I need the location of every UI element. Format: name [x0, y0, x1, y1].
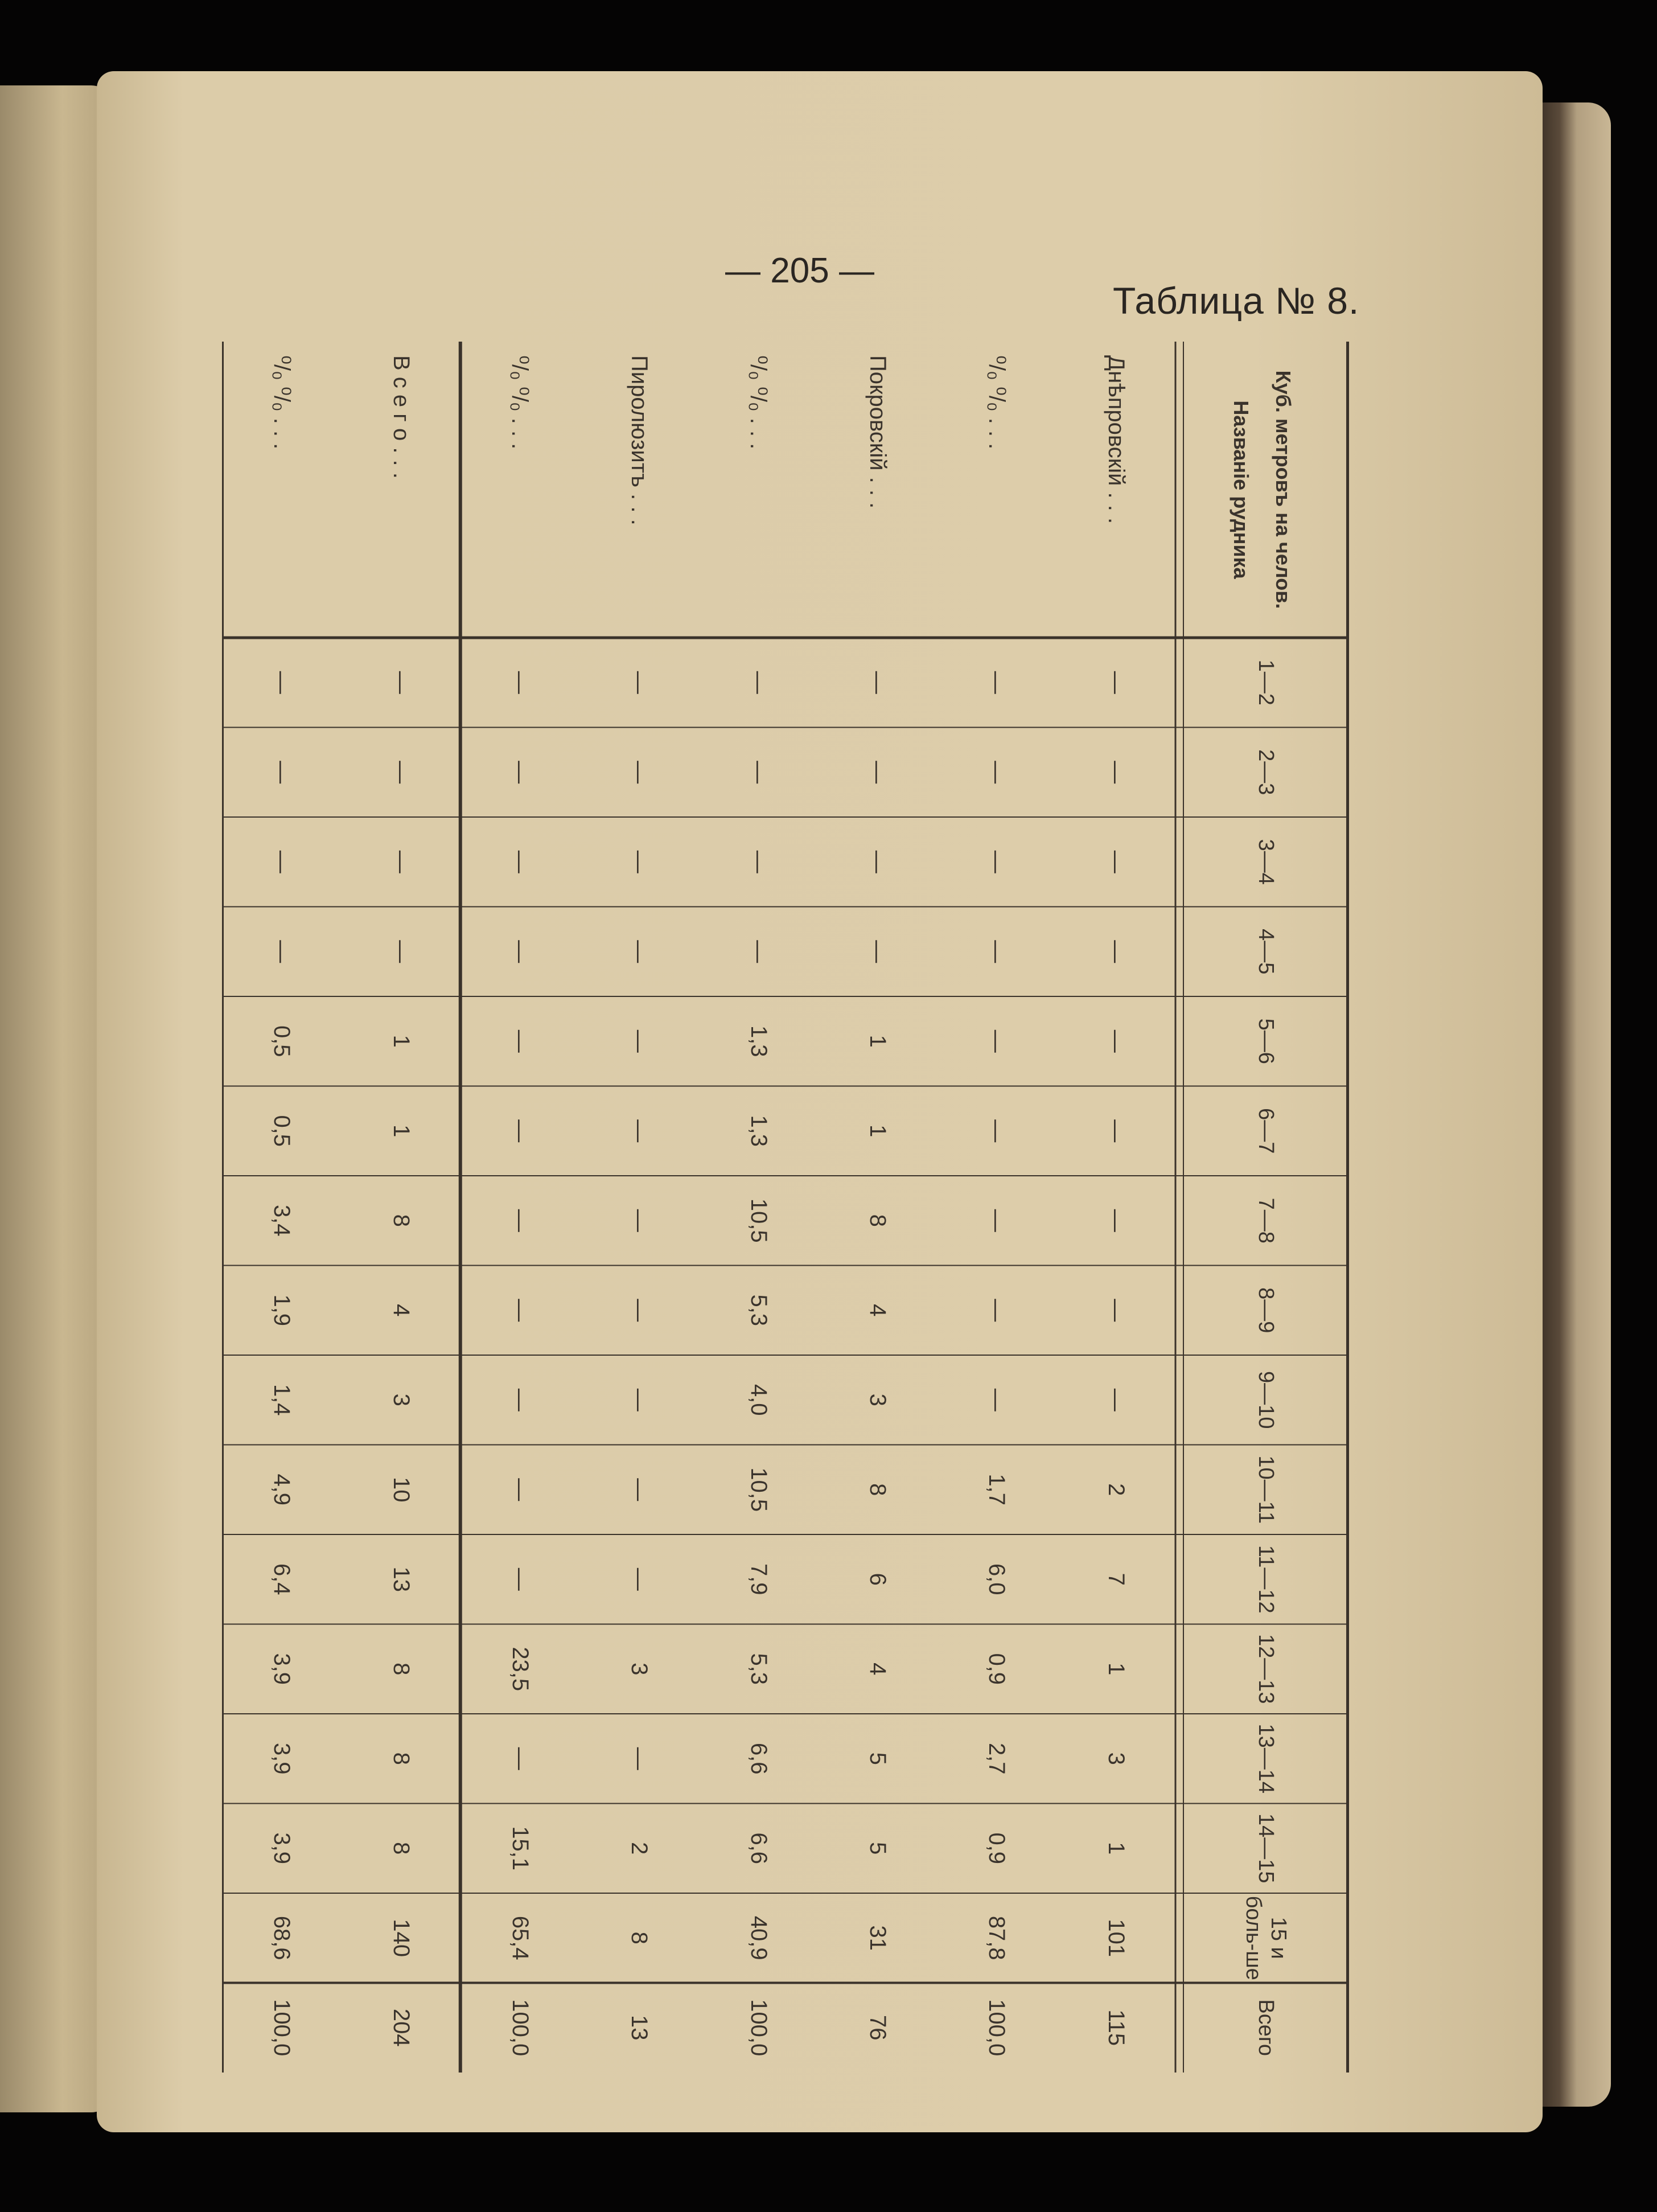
table-cell: 1,3 — [746, 1115, 771, 1147]
table-cell: — — [865, 761, 891, 784]
column-header: Всего — [1254, 1999, 1278, 2057]
table-cell: 3,9 — [269, 1832, 295, 1865]
table-cell: — — [627, 1747, 652, 1770]
table-cell: — — [627, 671, 652, 694]
table-cell: — — [627, 1478, 652, 1501]
table-cell: 1,7 — [984, 1474, 1010, 1506]
table-cell: — — [507, 761, 533, 784]
table-cell: — — [627, 1567, 652, 1591]
table-cell: 2 — [627, 1842, 652, 1855]
table-cell: 15,1 — [507, 1826, 533, 1871]
table-cell: 1,3 — [746, 1025, 771, 1057]
table-cell: 5 — [865, 1752, 891, 1765]
table-cell: 1,9 — [269, 1294, 295, 1327]
column-header: 14—15 — [1254, 1813, 1278, 1883]
header-cubic-meters: Куб. метровъ на челов. — [1272, 370, 1296, 609]
table-cell: 8 — [865, 1214, 891, 1227]
table-cell: 7 — [1103, 1573, 1129, 1586]
row-label: Днѣпровскій . . . — [1103, 355, 1129, 524]
table-cell: — — [1103, 1029, 1129, 1053]
table-cell: 1 — [388, 1125, 414, 1138]
table-cell: — — [865, 850, 891, 873]
table-cell: — — [984, 1119, 1010, 1143]
table-cell: — — [507, 1029, 533, 1053]
table-cell: 5,3 — [746, 1294, 771, 1327]
table-cell: 2 — [1103, 1483, 1129, 1496]
table-cell: — — [865, 940, 891, 963]
row-label: ⁰/₀ ⁰/₀ . . . — [746, 355, 771, 450]
table-cell: — — [627, 1209, 652, 1232]
table-cell: — — [507, 1388, 533, 1411]
column-header: 4—5 — [1254, 929, 1278, 975]
table-cell: 1 — [388, 1035, 414, 1048]
table-cell: — — [1103, 1388, 1129, 1411]
table-cell: — — [269, 940, 295, 963]
table-cell: 4,0 — [746, 1384, 771, 1416]
table-cell: — — [627, 850, 652, 873]
table-cell: 4 — [865, 1304, 891, 1317]
table-cell: 5 — [865, 1842, 891, 1855]
table-cell: 13 — [627, 2015, 652, 2041]
row-label: Пиролюзитъ . . . — [627, 355, 652, 526]
table-cell: — — [507, 940, 533, 963]
column-header: 8—9 — [1254, 1287, 1278, 1333]
table-cell: — — [388, 761, 414, 784]
table-cell: — — [507, 1209, 533, 1232]
page-number: — 205 — — [725, 251, 874, 290]
column-header: 13—14 — [1254, 1723, 1278, 1794]
table-cell: 101 — [1103, 1919, 1129, 1957]
table-cell: 1 — [1103, 1842, 1129, 1855]
table-cell: — — [507, 850, 533, 873]
column-header: 7—8 — [1254, 1197, 1278, 1244]
table-cell: 3 — [627, 1663, 652, 1676]
table-cell: — — [984, 1299, 1010, 1322]
table-cell: 1 — [865, 1125, 891, 1138]
table-cell: — — [984, 850, 1010, 873]
row-label: Покровскій . . . — [865, 355, 891, 509]
table-cell: — — [1103, 761, 1129, 784]
table-cell: 204 — [388, 2008, 414, 2047]
table-cell: 31 — [865, 1925, 891, 1951]
table-cell: 0,9 — [984, 1653, 1010, 1685]
table-cell: 13 — [388, 1566, 414, 1592]
table-cell: 4,9 — [269, 1474, 295, 1506]
table-cell: — — [1103, 940, 1129, 963]
table-cell: 7,9 — [746, 1563, 771, 1595]
table-cell: 100,0 — [507, 1999, 533, 2057]
table-cell: — — [865, 671, 891, 694]
table-cell: — — [507, 1299, 533, 1322]
table-cell: 1 — [865, 1035, 891, 1048]
table-caption: Таблица № 8. — [1113, 280, 1360, 322]
row-label: ⁰/₀ ⁰/₀ . . . — [984, 355, 1009, 450]
column-header: 3—4 — [1254, 839, 1278, 885]
table-cell: 0,5 — [269, 1025, 295, 1057]
table-cell: 3,9 — [269, 1742, 295, 1775]
table-cell: 8 — [388, 1842, 414, 1855]
table-cell: 10,5 — [746, 1198, 771, 1243]
table-cell: — — [627, 1119, 652, 1143]
table-cell: 8 — [627, 1931, 652, 1944]
table-cell: — — [1103, 1209, 1129, 1232]
table-cell: — — [507, 1119, 533, 1143]
table-cell: — — [984, 761, 1010, 784]
table-cell: 6,0 — [984, 1563, 1010, 1595]
row-label: ⁰/₀ ⁰/₀ . . . — [269, 355, 294, 450]
column-header: 12—13 — [1254, 1634, 1278, 1704]
table-cell: 6,6 — [746, 1832, 771, 1865]
row-label: ⁰/₀ ⁰/₀ . . . — [507, 355, 533, 450]
table-cell: — — [388, 940, 414, 963]
table-cell: — — [507, 1747, 533, 1770]
table-cell: — — [984, 1209, 1010, 1232]
table-cell: 2,7 — [984, 1742, 1010, 1775]
table-cell: — — [627, 1299, 652, 1322]
table-cell: — — [984, 1388, 1010, 1411]
table-cell: 100,0 — [984, 1999, 1010, 2057]
table-cell: 5,3 — [746, 1653, 771, 1685]
table-cell: 8 — [388, 1214, 414, 1227]
header-label-cell — [1175, 342, 1349, 638]
table-cell: 115 — [1103, 2009, 1129, 2046]
table-cell: — — [627, 1388, 652, 1411]
table-cell: 10,5 — [746, 1467, 771, 1512]
table-cell: 68,6 — [269, 1915, 295, 1960]
table-cell: 1,4 — [269, 1384, 295, 1416]
table-cell: 100,0 — [269, 1999, 295, 2057]
table-cell: 3 — [388, 1393, 414, 1406]
table-cell: — — [746, 671, 771, 694]
table-cell: — — [1103, 671, 1129, 694]
table-cell: — — [984, 1029, 1010, 1053]
table-cell: — — [388, 671, 414, 694]
table-cell: 23,5 — [507, 1647, 533, 1692]
table-cell: 6,6 — [746, 1742, 771, 1775]
table-cell: — — [627, 761, 652, 784]
table-cell: — — [746, 940, 771, 963]
table-cell: 3 — [1103, 1752, 1129, 1765]
table-cell: 6,4 — [269, 1563, 295, 1595]
header-mine-name: Названіе рудника — [1230, 400, 1253, 579]
table-cell: 65,4 — [507, 1915, 533, 1960]
row-label: В с е г о . . . — [388, 355, 414, 479]
table-cell: — — [269, 850, 295, 873]
table-cell: — — [627, 940, 652, 963]
table-cell: — — [984, 671, 1010, 694]
column-header: 10—11 — [1254, 1455, 1278, 1524]
table-cell: 87,8 — [984, 1915, 1010, 1960]
table-cell: — — [1103, 1119, 1129, 1143]
table-cell: — — [507, 671, 533, 694]
table-cell: 8 — [865, 1483, 891, 1496]
column-header: 5—6 — [1254, 1018, 1278, 1064]
table-cell: — — [627, 1029, 652, 1053]
table-cell: 10 — [388, 1477, 414, 1503]
column-header: 11—12 — [1254, 1545, 1278, 1614]
table-cell: — — [269, 761, 295, 784]
table-cell: 100,0 — [746, 1999, 771, 2057]
table-cell: 76 — [865, 2015, 891, 2041]
table-cell: — — [1103, 1299, 1129, 1322]
table-cell: — — [388, 850, 414, 873]
table-cell: 140 — [388, 1919, 414, 1957]
column-header: 1—2 — [1254, 659, 1278, 705]
table-cell: 3,4 — [269, 1204, 295, 1237]
table-cell: 0,5 — [269, 1115, 295, 1147]
table-cell: 8 — [388, 1752, 414, 1765]
table-cell: 4 — [865, 1663, 891, 1676]
table-cell: 0,9 — [984, 1832, 1010, 1865]
table-cell: 6 — [865, 1573, 891, 1586]
rotated-data-table — [222, 342, 1349, 2073]
table-cell: — — [984, 940, 1010, 963]
table-cell: 4 — [388, 1304, 414, 1317]
table-cell: — — [507, 1478, 533, 1501]
table-cell: 1 — [1103, 1663, 1129, 1676]
table-cell: — — [746, 761, 771, 784]
table-cell: — — [746, 850, 771, 873]
table-cell: 8 — [388, 1663, 414, 1676]
table-cell: — — [1103, 850, 1129, 873]
column-header: 2—3 — [1254, 749, 1278, 795]
table-cell: 3,9 — [269, 1653, 295, 1685]
table-cell: 40,9 — [746, 1915, 771, 1960]
table-cell: — — [269, 671, 295, 694]
table-cell: — — [507, 1567, 533, 1591]
column-header: 6—7 — [1254, 1108, 1278, 1154]
column-header: 15 и боль-ше — [1241, 1895, 1291, 1980]
table-cell: 3 — [865, 1393, 891, 1406]
column-header: 9—10 — [1254, 1371, 1278, 1429]
